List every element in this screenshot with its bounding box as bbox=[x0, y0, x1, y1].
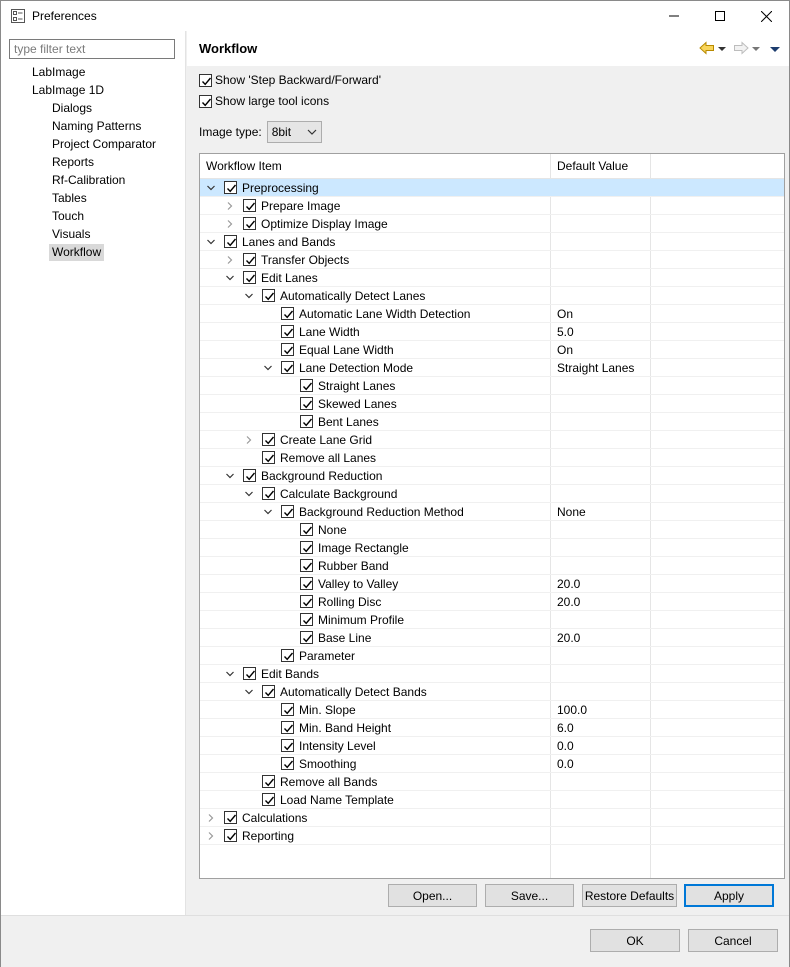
tree-row-default-value[interactable]: 20.0 bbox=[557, 631, 581, 645]
tree-row-label: Valley to Valley bbox=[318, 577, 399, 591]
show-step-checkbox[interactable] bbox=[199, 72, 381, 88]
tree-row-checkbox[interactable] bbox=[281, 361, 294, 374]
expanded-chevron-icon[interactable] bbox=[225, 273, 235, 283]
tree-row-default-value[interactable]: On bbox=[557, 343, 574, 357]
nav-item-reports[interactable] bbox=[49, 154, 97, 171]
tree-row-label: Rolling Disc bbox=[318, 595, 382, 609]
tree-row-label: Calculations bbox=[242, 811, 308, 825]
tree-row-label: Optimize Display Image bbox=[261, 217, 388, 231]
tree-row-checkbox[interactable] bbox=[262, 433, 275, 446]
checkmark-icon bbox=[264, 453, 275, 464]
checkbox[interactable] bbox=[199, 74, 212, 87]
tree-row-checkbox[interactable] bbox=[224, 235, 237, 248]
tree-row[interactable] bbox=[200, 305, 785, 323]
expanded-chevron-icon[interactable] bbox=[225, 669, 235, 679]
tree-row[interactable] bbox=[200, 341, 785, 359]
tree-row-checkbox[interactable] bbox=[281, 757, 294, 770]
tree-row-checkbox[interactable] bbox=[281, 325, 294, 338]
nav-item-label: Visuals bbox=[52, 227, 91, 241]
checkmark-icon bbox=[264, 435, 275, 446]
tree-row-checkbox[interactable] bbox=[262, 451, 275, 464]
tree-row-checkbox[interactable] bbox=[262, 289, 275, 302]
nav-item-visuals[interactable] bbox=[49, 226, 93, 243]
tree-row[interactable] bbox=[200, 503, 785, 521]
tree-row-checkbox[interactable] bbox=[281, 703, 294, 716]
tree-row-checkbox[interactable] bbox=[281, 343, 294, 356]
expanded-chevron-icon[interactable] bbox=[225, 471, 235, 481]
tree-row-label: Min. Slope bbox=[299, 703, 356, 717]
tree-row-checkbox[interactable] bbox=[262, 685, 275, 698]
maximize-icon bbox=[715, 11, 725, 21]
tree-row[interactable] bbox=[200, 629, 785, 647]
workflow-tree-table[interactable] bbox=[199, 153, 785, 879]
tree-row[interactable] bbox=[200, 233, 785, 251]
tree-row[interactable] bbox=[200, 737, 785, 755]
nav-item-label: Workflow bbox=[52, 245, 102, 259]
ok-button[interactable] bbox=[590, 929, 680, 952]
tree-row-checkbox[interactable] bbox=[281, 649, 294, 662]
tree-row[interactable] bbox=[200, 395, 785, 413]
checkbox-label: Show large tool icons bbox=[215, 94, 330, 108]
tree-row-checkbox[interactable] bbox=[281, 307, 294, 320]
tree-row-checkbox[interactable] bbox=[300, 559, 313, 572]
tree-row[interactable] bbox=[200, 611, 785, 629]
checkmark-icon bbox=[283, 705, 294, 716]
tree-row-default-value[interactable]: 5.0 bbox=[557, 325, 574, 339]
view-menu-icon bbox=[769, 44, 781, 54]
page-navigation bbox=[699, 41, 781, 58]
expanded-chevron-icon[interactable] bbox=[263, 507, 273, 517]
tree-row-label: Image Rectangle bbox=[318, 541, 409, 555]
tree-row[interactable] bbox=[200, 719, 785, 737]
tree-row-default-value[interactable]: 20.0 bbox=[557, 577, 581, 591]
tree-row[interactable] bbox=[200, 179, 785, 197]
nav-item-labimage[interactable] bbox=[29, 64, 88, 81]
tree-row[interactable] bbox=[200, 467, 785, 485]
nav-item-tables[interactable] bbox=[49, 190, 90, 207]
checkmark-icon bbox=[283, 363, 294, 374]
tree-row[interactable] bbox=[200, 539, 785, 557]
tree-row-label: Lane Width bbox=[299, 325, 360, 339]
tree-row[interactable] bbox=[200, 647, 785, 665]
chevron-down-icon bbox=[751, 44, 761, 54]
checkmark-icon bbox=[302, 543, 313, 554]
tree-row-checkbox[interactable] bbox=[300, 379, 313, 392]
tree-row-label: Edit Lanes bbox=[261, 271, 318, 285]
tree-row[interactable] bbox=[200, 485, 785, 503]
collapsed-chevron-icon[interactable] bbox=[244, 435, 254, 445]
tree-row[interactable] bbox=[200, 431, 785, 449]
tree-row-default-value[interactable]: On bbox=[557, 307, 574, 321]
checkmark-icon bbox=[264, 795, 275, 806]
tree-row-label: Straight Lanes bbox=[318, 379, 396, 393]
tree-row[interactable] bbox=[200, 701, 785, 719]
tree-row[interactable] bbox=[200, 521, 785, 539]
button-label: Apply bbox=[713, 888, 745, 903]
tree-row[interactable] bbox=[200, 755, 785, 773]
checkmark-icon bbox=[226, 813, 237, 824]
tree-row[interactable] bbox=[200, 449, 785, 467]
button-label: Open... bbox=[412, 888, 453, 903]
back-button[interactable] bbox=[699, 41, 715, 58]
tree-row[interactable] bbox=[200, 575, 785, 593]
tree-row[interactable] bbox=[200, 791, 785, 809]
checkmark-icon bbox=[283, 651, 294, 662]
tree-row-label: Transfer Objects bbox=[261, 253, 350, 267]
tree-row-label: Intensity Level bbox=[299, 739, 376, 753]
tree-row-default-value[interactable]: 100.0 bbox=[557, 703, 588, 717]
checkmark-icon bbox=[283, 759, 294, 770]
restore-defaults-button[interactable] bbox=[582, 884, 677, 907]
tree-row-default-value[interactable]: Straight Lanes bbox=[557, 361, 635, 375]
tree-row-label: Bent Lanes bbox=[318, 415, 379, 429]
checkmark-icon bbox=[283, 309, 294, 320]
view-menu-button[interactable] bbox=[769, 43, 781, 57]
back-history-dropdown[interactable] bbox=[717, 43, 727, 57]
tree-row-label: Remove all Lanes bbox=[280, 451, 377, 465]
nav-item-label: Rf-Calibration bbox=[52, 173, 126, 187]
tree-row-label: Reporting bbox=[242, 829, 295, 843]
checkmark-icon bbox=[226, 831, 237, 842]
minimize-icon bbox=[669, 11, 679, 21]
tree-row[interactable] bbox=[200, 809, 785, 827]
tree-row-default-value[interactable]: 0.0 bbox=[557, 757, 574, 771]
tree-row[interactable] bbox=[200, 665, 785, 683]
tree-row[interactable] bbox=[200, 827, 785, 845]
tree-row-checkbox[interactable] bbox=[243, 667, 256, 680]
image-type-row bbox=[199, 121, 322, 143]
nav-item-labimage-1d[interactable] bbox=[29, 82, 107, 99]
preferences-app-icon bbox=[11, 9, 25, 23]
checkmark-icon bbox=[302, 417, 313, 428]
tree-row-label: Prepare Image bbox=[261, 199, 341, 213]
workflow-preference-page bbox=[187, 31, 789, 915]
open-button[interactable] bbox=[388, 884, 477, 907]
tree-row-label: Automatic Lane Width Detection bbox=[299, 307, 471, 321]
tree-row-checkbox[interactable] bbox=[262, 775, 275, 788]
button-label: Cancel bbox=[714, 933, 752, 948]
show-large-icons-checkbox[interactable] bbox=[199, 93, 329, 109]
tree-row-checkbox[interactable] bbox=[243, 271, 256, 284]
checkmark-icon bbox=[245, 255, 256, 266]
tree-row-checkbox[interactable] bbox=[243, 199, 256, 212]
minimize-button[interactable] bbox=[651, 1, 697, 31]
tree-row-label: Minimum Profile bbox=[318, 613, 405, 627]
collapsed-chevron-icon[interactable] bbox=[225, 201, 235, 211]
nav-item-label: Dialogs bbox=[52, 101, 93, 115]
tree-row-label: Base Line bbox=[318, 631, 372, 645]
tree-row-label: Edit Bands bbox=[261, 667, 320, 681]
tree-row-label: Background Reduction bbox=[261, 469, 383, 483]
tree-row[interactable] bbox=[200, 557, 785, 575]
chevron-down-icon bbox=[717, 44, 727, 54]
checkmark-icon bbox=[264, 777, 275, 788]
checkmark-icon bbox=[226, 237, 237, 248]
tree-row-label: Background Reduction Method bbox=[299, 505, 464, 519]
checkmark-icon bbox=[245, 471, 256, 482]
tree-row[interactable] bbox=[200, 773, 785, 791]
table-header bbox=[200, 154, 785, 179]
collapsed-chevron-icon[interactable] bbox=[206, 813, 216, 823]
tree-row-checkbox[interactable] bbox=[300, 577, 313, 590]
tree-row-checkbox[interactable] bbox=[300, 631, 313, 644]
tree-row-label: Lane Detection Mode bbox=[299, 361, 414, 375]
tree-row-checkbox[interactable] bbox=[243, 469, 256, 482]
nav-item-touch[interactable] bbox=[49, 208, 87, 225]
collapsed-chevron-icon[interactable] bbox=[225, 255, 235, 265]
expanded-chevron-icon[interactable] bbox=[244, 687, 254, 697]
image-type-select[interactable] bbox=[267, 121, 322, 143]
tree-row-label: Rubber Band bbox=[318, 559, 389, 573]
nav-item-label: Reports bbox=[52, 155, 95, 169]
forward-arrow-icon bbox=[733, 41, 749, 55]
tree-row-label: Smoothing bbox=[299, 757, 357, 771]
tree-row-label: Parameter bbox=[299, 649, 356, 663]
tree-row-label: Lanes and Bands bbox=[242, 235, 336, 249]
tree-row-checkbox[interactable] bbox=[262, 487, 275, 500]
tree-row-label: Automatically Detect Bands bbox=[280, 685, 427, 699]
checkmark-icon bbox=[264, 687, 275, 698]
nav-item-label: Project Comparator bbox=[52, 137, 157, 151]
tree-row-label: Skewed Lanes bbox=[318, 397, 397, 411]
tree-row[interactable] bbox=[200, 287, 785, 305]
preferences-navigation bbox=[1, 31, 186, 915]
nav-item-dialogs[interactable] bbox=[49, 100, 95, 117]
nav-item-project-comparator[interactable] bbox=[49, 136, 159, 153]
checkbox-label: Show 'Step Backward/Forward' bbox=[215, 73, 381, 87]
tree-row[interactable] bbox=[200, 359, 785, 377]
nav-item-naming-patterns[interactable] bbox=[49, 118, 144, 135]
apply-button[interactable] bbox=[684, 884, 774, 907]
tree-row-checkbox[interactable] bbox=[300, 595, 313, 608]
tree-row-checkbox[interactable] bbox=[224, 181, 237, 194]
tree-row[interactable] bbox=[200, 323, 785, 341]
tree-row[interactable] bbox=[200, 269, 785, 287]
tree-row[interactable] bbox=[200, 593, 785, 611]
checkmark-icon bbox=[264, 489, 275, 500]
tree-row-label: Equal Lane Width bbox=[299, 343, 394, 357]
forward-button[interactable] bbox=[733, 41, 749, 58]
tree-row-checkbox[interactable] bbox=[243, 253, 256, 266]
forward-history-dropdown[interactable] bbox=[751, 43, 761, 57]
checkmark-icon bbox=[302, 615, 313, 626]
tree-row-default-value[interactable]: 6.0 bbox=[557, 721, 574, 735]
tree-row-label: Min. Band Height bbox=[299, 721, 392, 735]
tree-row[interactable] bbox=[200, 197, 785, 215]
checkmark-icon bbox=[302, 561, 313, 572]
tree-row-checkbox[interactable] bbox=[300, 523, 313, 536]
tree-row-checkbox[interactable] bbox=[243, 217, 256, 230]
title-bar bbox=[1, 1, 789, 31]
checkmark-icon bbox=[245, 273, 256, 284]
close-button[interactable] bbox=[743, 1, 789, 31]
collapsed-chevron-icon[interactable] bbox=[225, 219, 235, 229]
nav-item-workflow[interactable] bbox=[49, 244, 104, 261]
tree-row-label: Automatically Detect Lanes bbox=[280, 289, 426, 303]
tree-row[interactable] bbox=[200, 683, 785, 701]
expanded-chevron-icon[interactable] bbox=[244, 489, 254, 499]
column-header-workflow-item[interactable]: Workflow Item bbox=[206, 159, 282, 173]
tree-row-checkbox[interactable] bbox=[300, 613, 313, 626]
checkmark-icon bbox=[302, 381, 313, 392]
tree-row-label: Preprocessing bbox=[242, 181, 319, 195]
checkmark-icon bbox=[302, 633, 313, 644]
checkmark-icon bbox=[283, 723, 294, 734]
checkmark-icon bbox=[302, 525, 313, 536]
checkmark-icon bbox=[264, 291, 275, 302]
checkmark-icon bbox=[201, 76, 212, 87]
tree-row-checkbox[interactable] bbox=[281, 739, 294, 752]
tree-row[interactable] bbox=[200, 377, 785, 395]
nav-item-label: LabImage bbox=[32, 65, 86, 79]
tree-row-checkbox[interactable] bbox=[262, 793, 275, 806]
checkmark-icon bbox=[245, 219, 256, 230]
checkmark-icon bbox=[302, 597, 313, 608]
nav-item-label: Naming Patterns bbox=[52, 119, 142, 133]
collapsed-chevron-icon[interactable] bbox=[206, 831, 216, 841]
checkmark-icon bbox=[226, 183, 237, 194]
tree-row-checkbox[interactable] bbox=[300, 415, 313, 428]
page-title: Workflow bbox=[199, 41, 258, 56]
expanded-chevron-icon[interactable] bbox=[206, 237, 216, 247]
checkbox[interactable] bbox=[199, 95, 212, 108]
back-arrow-icon bbox=[699, 41, 715, 55]
checkmark-icon bbox=[201, 97, 212, 108]
tree-row[interactable] bbox=[200, 413, 785, 431]
nav-item-rf-calibration[interactable] bbox=[49, 172, 128, 189]
maximize-button[interactable] bbox=[697, 1, 743, 31]
tree-row-label: Load Name Template bbox=[280, 793, 394, 807]
filter-input[interactable] bbox=[9, 39, 175, 59]
checkmark-icon bbox=[283, 741, 294, 752]
window-title: Preferences bbox=[32, 9, 97, 23]
tree-row-checkbox[interactable] bbox=[281, 505, 294, 518]
tree-row-checkbox[interactable] bbox=[300, 541, 313, 554]
tree-row-label: Calculate Background bbox=[280, 487, 398, 501]
checkmark-icon bbox=[283, 507, 294, 518]
checkmark-icon bbox=[283, 327, 294, 338]
tree-row-checkbox[interactable] bbox=[224, 829, 237, 842]
tree-row-default-value[interactable]: 0.0 bbox=[557, 739, 574, 753]
tree-row[interactable] bbox=[200, 215, 785, 233]
checkmark-icon bbox=[302, 579, 313, 590]
button-label: OK bbox=[626, 933, 644, 948]
tree-row-checkbox[interactable] bbox=[224, 811, 237, 824]
nav-item-label: Touch bbox=[52, 209, 85, 223]
tree-row[interactable] bbox=[200, 251, 785, 269]
expanded-chevron-icon[interactable] bbox=[206, 183, 216, 193]
page-header bbox=[187, 31, 789, 66]
tree-row-label: Create Lane Grid bbox=[280, 433, 373, 447]
expanded-chevron-icon[interactable] bbox=[244, 291, 254, 301]
tree-row-label: Remove all Bands bbox=[280, 775, 378, 789]
image-type-label: Image type: bbox=[199, 125, 262, 139]
nav-item-label: LabImage 1D bbox=[32, 83, 105, 97]
button-label: Save... bbox=[510, 888, 549, 903]
close-icon bbox=[761, 11, 772, 22]
save-button[interactable] bbox=[485, 884, 574, 907]
checkmark-icon bbox=[245, 201, 256, 212]
tree-row-default-value[interactable]: None bbox=[557, 505, 586, 519]
tree-row-label: None bbox=[318, 523, 347, 537]
tree-row-checkbox[interactable] bbox=[281, 721, 294, 734]
button-label: Restore Defaults bbox=[584, 888, 675, 903]
column-header-default-value[interactable]: Default Value bbox=[557, 159, 629, 173]
tree-row-checkbox[interactable] bbox=[300, 397, 313, 410]
checkmark-icon bbox=[283, 345, 294, 356]
checkmark-icon bbox=[302, 399, 313, 410]
image-type-value: 8bit bbox=[271, 125, 292, 139]
cancel-button[interactable] bbox=[688, 929, 778, 952]
expanded-chevron-icon[interactable] bbox=[263, 363, 273, 373]
chevron-down-icon bbox=[307, 128, 317, 136]
checkmark-icon bbox=[245, 669, 256, 680]
nav-item-label: Tables bbox=[52, 191, 87, 205]
tree-row-default-value[interactable]: 20.0 bbox=[557, 595, 581, 609]
